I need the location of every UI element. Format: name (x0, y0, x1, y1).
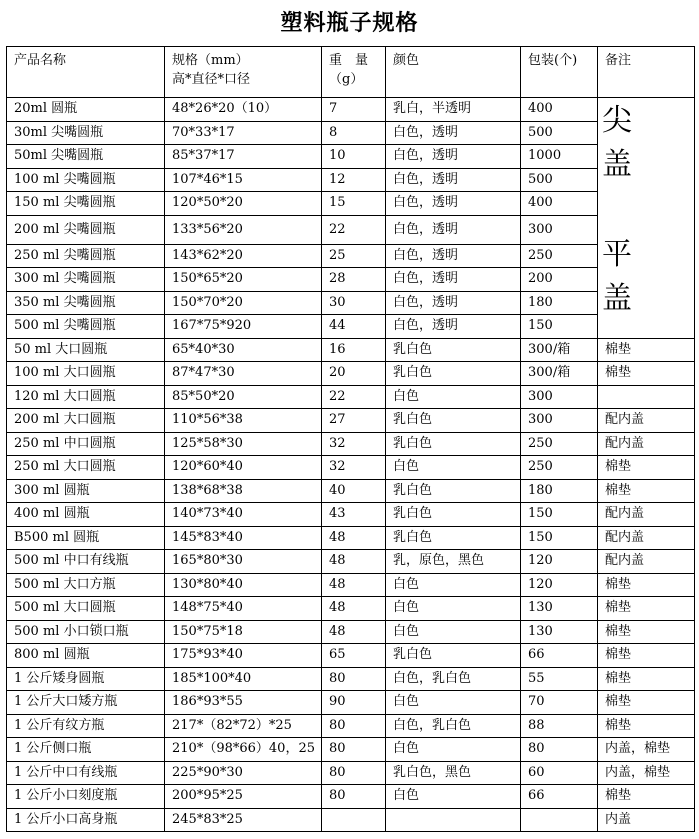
table-row (7, 691, 695, 715)
cell-weight: 8 (322, 121, 386, 145)
cell-pack: 55 (521, 667, 598, 691)
cell-note: 内盖，棉垫 (598, 738, 695, 762)
cell-spec: 185*100*40 (165, 667, 322, 691)
header-weight: 重 量 （g） (322, 47, 386, 98)
cell-weight: 65 (322, 644, 386, 668)
cell-spec: 150*70*20 (165, 291, 322, 315)
cell-pack: 200 (521, 268, 598, 292)
table-row (7, 479, 695, 503)
cell-spec: 217*（82*72）*25 (165, 714, 322, 738)
cell-spec: 200*95*25 (165, 785, 322, 809)
cell-spec: 245*83*25 (165, 808, 322, 832)
table-row (7, 168, 695, 192)
cell-color: 乳白色 (386, 479, 521, 503)
cell-spec: 133*56*20 (165, 215, 322, 244)
cell-spec: 145*83*40 (165, 526, 322, 550)
table-row (7, 98, 695, 122)
cell-name: 500 ml 中口有线瓶 (7, 550, 165, 574)
cell-spec: 120*50*20 (165, 192, 322, 216)
cell-spec: 48*26*20（10） (165, 98, 322, 122)
cell-name: 120 ml 大口圆瓶 (7, 385, 165, 409)
table-row (7, 268, 695, 292)
cell-name: 500 ml 大口圆瓶 (7, 597, 165, 621)
cell-name: 1 公斤中口有线瓶 (7, 761, 165, 785)
cell-name: 50 ml 大口圆瓶 (7, 338, 165, 362)
cell-note: 内盖 (598, 808, 695, 832)
cell-color: 乳白色 (386, 362, 521, 386)
cell-pack: 300 (521, 409, 598, 433)
table-row (7, 550, 695, 574)
cell-note: 棉垫 (598, 479, 695, 503)
cell-note: 棉垫 (598, 620, 695, 644)
cell-name: 500 ml 尖嘴圆瓶 (7, 315, 165, 339)
cell-name: 30ml 尖嘴圆瓶 (7, 121, 165, 145)
merged-note-cell (598, 98, 695, 339)
cell-spec: 65*40*30 (165, 338, 322, 362)
cell-spec: 148*75*40 (165, 597, 322, 621)
cell-note: 棉垫 (598, 644, 695, 668)
cell-note: 棉垫 (598, 785, 695, 809)
table-row (7, 291, 695, 315)
table-row (7, 714, 695, 738)
cell-color: 白色，透明 (386, 192, 521, 216)
cell-spec: 130*80*40 (165, 573, 322, 597)
cell-spec: 150*75*18 (165, 620, 322, 644)
cell-name: 500 ml 大口方瓶 (7, 573, 165, 597)
header-row (7, 47, 695, 98)
cell-note: 棉垫 (598, 338, 695, 362)
table-row (7, 121, 695, 145)
cell-weight: 7 (322, 98, 386, 122)
cell-name: 100 ml 尖嘴圆瓶 (7, 168, 165, 192)
cell-pack: 250 (521, 432, 598, 456)
cell-name: 300 ml 尖嘴圆瓶 (7, 268, 165, 292)
cell-pack: 300 (521, 215, 598, 244)
cell-name: 100 ml 大口圆瓶 (7, 362, 165, 386)
table-row (7, 761, 695, 785)
table-row (7, 620, 695, 644)
cell-spec: 87*47*30 (165, 362, 322, 386)
cell-weight: 48 (322, 597, 386, 621)
cell-color: 乳白色 (386, 338, 521, 362)
cell-weight: 32 (322, 432, 386, 456)
cell-color: 白色，透明 (386, 315, 521, 339)
merged-note-char: 盖 (602, 281, 632, 316)
cell-pack: 250 (521, 244, 598, 268)
cell-note (598, 385, 695, 409)
cell-spec: 150*65*20 (165, 268, 322, 292)
cell-note: 棉垫 (598, 667, 695, 691)
cell-color: 乳，原色，黑色 (386, 550, 521, 574)
cell-color: 白色 (386, 573, 521, 597)
cell-note: 棉垫 (598, 597, 695, 621)
cell-pack: 250 (521, 456, 598, 480)
table-row (7, 667, 695, 691)
cell-weight: 28 (322, 268, 386, 292)
cell-weight: 80 (322, 667, 386, 691)
cell-name: B500 ml 圆瓶 (7, 526, 165, 550)
cell-name: 200 ml 尖嘴圆瓶 (7, 215, 165, 244)
cell-name: 20ml 圆瓶 (7, 98, 165, 122)
cell-color: 乳白色 (386, 644, 521, 668)
cell-name: 350 ml 尖嘴圆瓶 (7, 291, 165, 315)
cell-pack: 1000 (521, 145, 598, 169)
table-row (7, 644, 695, 668)
table-row (7, 338, 695, 362)
cell-name: 50ml 尖嘴圆瓶 (7, 145, 165, 169)
cell-weight: 48 (322, 573, 386, 597)
cell-spec: 70*33*17 (165, 121, 322, 145)
table-row (7, 456, 695, 480)
cell-color: 乳白色 (386, 409, 521, 433)
cell-color: 白色，透明 (386, 145, 521, 169)
cell-name: 1 公斤大口矮方瓶 (7, 691, 165, 715)
cell-name: 1 公斤侧口瓶 (7, 738, 165, 762)
cell-weight: 30 (322, 291, 386, 315)
cell-weight (322, 808, 386, 832)
cell-color: 乳白，半透明 (386, 98, 521, 122)
table-row (7, 808, 695, 832)
header-color: 颜色 (386, 47, 521, 98)
cell-color: 白色，透明 (386, 168, 521, 192)
header-spec: 规格（mm） 高*直径*口径 (165, 47, 322, 98)
cell-note: 配内盖 (598, 526, 695, 550)
cell-weight: 90 (322, 691, 386, 715)
cell-spec: 125*58*30 (165, 432, 322, 456)
cell-name: 1 公斤矮身圆瓶 (7, 667, 165, 691)
cell-pack: 400 (521, 98, 598, 122)
cell-pack: 88 (521, 714, 598, 738)
cell-spec: 138*68*38 (165, 479, 322, 503)
table-row (7, 597, 695, 621)
cell-note: 棉垫 (598, 573, 695, 597)
cell-color: 白色 (386, 785, 521, 809)
table-row (7, 385, 695, 409)
cell-pack: 500 (521, 121, 598, 145)
cell-pack (521, 808, 598, 832)
cell-name: 500 ml 小口锁口瓶 (7, 620, 165, 644)
cell-spec: 85*37*17 (165, 145, 322, 169)
header-pack: 包装(个) (521, 47, 598, 98)
cell-name: 1 公斤有纹方瓶 (7, 714, 165, 738)
cell-pack: 70 (521, 691, 598, 715)
document-title: 塑料瓶子规格 (280, 10, 419, 36)
table-row (7, 785, 695, 809)
cell-color (386, 808, 521, 832)
table-row (7, 503, 695, 527)
cell-color: 白色，透明 (386, 215, 521, 244)
merged-note-char: 尖 (602, 103, 632, 138)
cell-color: 白色 (386, 597, 521, 621)
header-name: 产品名称 (7, 47, 165, 98)
cell-weight: 10 (322, 145, 386, 169)
cell-name: 400 ml 圆瓶 (7, 503, 165, 527)
cell-pack: 66 (521, 785, 598, 809)
cell-weight: 80 (322, 738, 386, 762)
cell-spec: 225*90*30 (165, 761, 322, 785)
cell-pack: 66 (521, 644, 598, 668)
cell-color: 白色 (386, 691, 521, 715)
header-note: 备注 (598, 47, 695, 98)
cell-weight: 16 (322, 338, 386, 362)
cell-name: 250 ml 尖嘴圆瓶 (7, 244, 165, 268)
cell-note: 棉垫 (598, 691, 695, 715)
table-row (7, 215, 695, 244)
table-row (7, 244, 695, 268)
cell-weight: 25 (322, 244, 386, 268)
cell-spec: 140*73*40 (165, 503, 322, 527)
cell-color: 白色 (386, 385, 521, 409)
cell-note: 棉垫 (598, 362, 695, 386)
cell-spec: 120*60*40 (165, 456, 322, 480)
cell-pack: 150 (521, 526, 598, 550)
table-row (7, 573, 695, 597)
cell-color: 乳白色 (386, 432, 521, 456)
cell-weight: 80 (322, 714, 386, 738)
cell-pack: 130 (521, 620, 598, 644)
cell-name: 1 公斤小口高身瓶 (7, 808, 165, 832)
cell-color: 乳白色，黑色 (386, 761, 521, 785)
cell-weight: 22 (322, 215, 386, 244)
cell-spec: 210*（98*66）40，25 (165, 738, 322, 762)
merged-note-char: 盖 (602, 147, 632, 182)
cell-color: 白色，透明 (386, 268, 521, 292)
cell-note: 内盖，棉垫 (598, 761, 695, 785)
cell-color: 白色 (386, 738, 521, 762)
cell-note: 配内盖 (598, 550, 695, 574)
cell-pack: 60 (521, 761, 598, 785)
cell-color: 白色，透明 (386, 121, 521, 145)
cell-spec: 85*50*20 (165, 385, 322, 409)
cell-name: 300 ml 圆瓶 (7, 479, 165, 503)
cell-color: 白色 (386, 620, 521, 644)
cell-pack: 150 (521, 503, 598, 527)
cell-name: 200 ml 大口圆瓶 (7, 409, 165, 433)
cell-spec: 143*62*20 (165, 244, 322, 268)
cell-pack: 120 (521, 550, 598, 574)
cell-pack: 300/箱 (521, 362, 598, 386)
cell-note: 棉垫 (598, 456, 695, 480)
cell-weight: 43 (322, 503, 386, 527)
cell-color: 白色，透明 (386, 291, 521, 315)
cell-note: 配内盖 (598, 503, 695, 527)
cell-weight: 27 (322, 409, 386, 433)
cell-color: 白色，乳白色 (386, 714, 521, 738)
cell-pack: 400 (521, 192, 598, 216)
cell-color: 白色，透明 (386, 244, 521, 268)
table-row (7, 738, 695, 762)
cell-name: 250 ml 中口圆瓶 (7, 432, 165, 456)
cell-weight: 15 (322, 192, 386, 216)
table-row (7, 432, 695, 456)
cell-pack: 180 (521, 291, 598, 315)
cell-pack: 80 (521, 738, 598, 762)
cell-spec: 175*93*40 (165, 644, 322, 668)
cell-pack: 180 (521, 479, 598, 503)
cell-spec: 110*56*38 (165, 409, 322, 433)
cell-weight: 48 (322, 526, 386, 550)
cell-weight: 40 (322, 479, 386, 503)
table-row (7, 409, 695, 433)
cell-pack: 500 (521, 168, 598, 192)
cell-weight: 80 (322, 785, 386, 809)
cell-name: 150 ml 尖嘴圆瓶 (7, 192, 165, 216)
merged-note-char: 平 (602, 237, 632, 272)
table-row (7, 362, 695, 386)
cell-pack: 300/箱 (521, 338, 598, 362)
cell-color: 白色，乳白色 (386, 667, 521, 691)
cell-name: 1 公斤小口刻度瓶 (7, 785, 165, 809)
cell-spec: 186*93*55 (165, 691, 322, 715)
cell-color: 乳白色 (386, 526, 521, 550)
cell-weight: 20 (322, 362, 386, 386)
cell-name: 800 ml 圆瓶 (7, 644, 165, 668)
cell-spec: 107*46*15 (165, 168, 322, 192)
cell-weight: 12 (322, 168, 386, 192)
cell-weight: 44 (322, 315, 386, 339)
cell-pack: 300 (521, 385, 598, 409)
cell-note: 配内盖 (598, 409, 695, 433)
cell-weight: 80 (322, 761, 386, 785)
cell-color: 乳白色 (386, 503, 521, 527)
cell-spec: 167*75*920 (165, 315, 322, 339)
cell-pack: 120 (521, 573, 598, 597)
cell-pack: 130 (521, 597, 598, 621)
cell-weight: 48 (322, 620, 386, 644)
cell-weight: 48 (322, 550, 386, 574)
cell-name: 250 ml 大口圆瓶 (7, 456, 165, 480)
cell-pack: 150 (521, 315, 598, 339)
cell-note: 棉垫 (598, 714, 695, 738)
cell-color: 白色 (386, 456, 521, 480)
cell-weight: 22 (322, 385, 386, 409)
table-row (7, 526, 695, 550)
table-row (7, 145, 695, 169)
cell-note: 配内盖 (598, 432, 695, 456)
table-row (7, 315, 695, 339)
cell-spec: 165*80*30 (165, 550, 322, 574)
table-row (7, 192, 695, 216)
cell-weight: 32 (322, 456, 386, 480)
bottle-spec-table (6, 46, 695, 832)
